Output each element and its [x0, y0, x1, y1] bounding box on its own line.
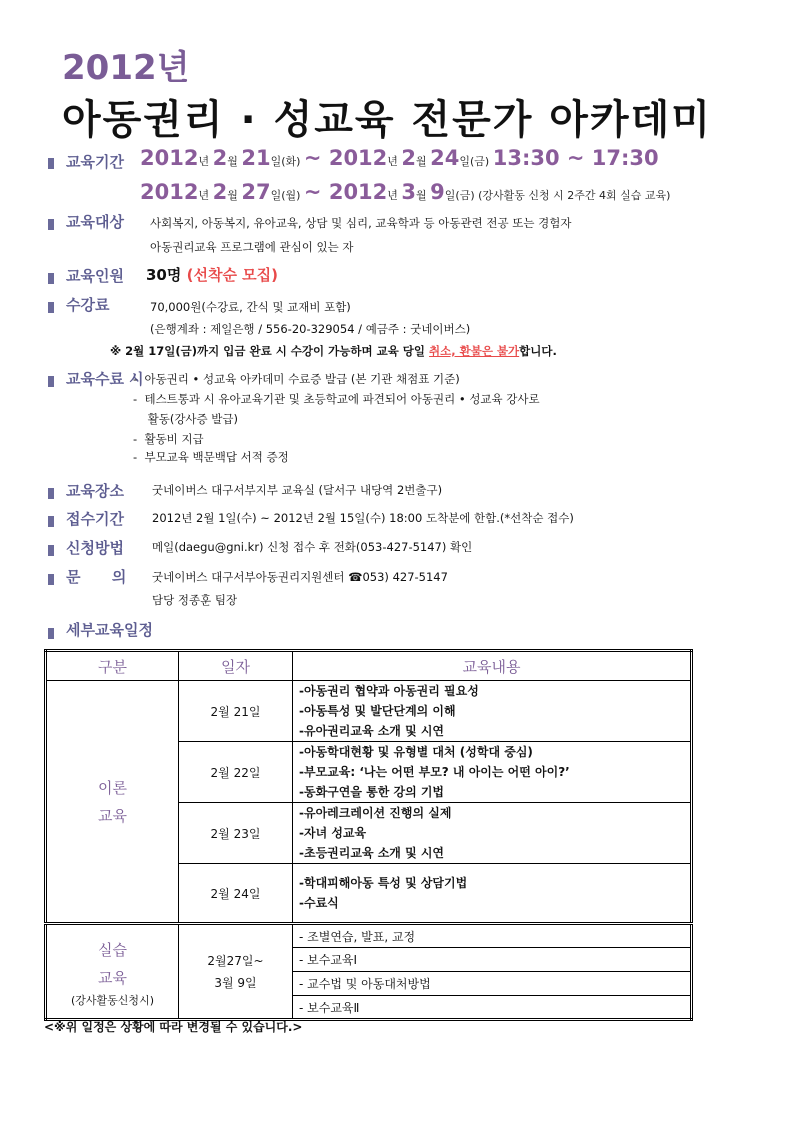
fee-notice: ※ 2월 17일(금)까지 입금 완료 시 수강이 가능하며 교육 당일 취소, 환불은 불가합니다.	[110, 344, 557, 358]
completion-item: - 아동권리 • 성교육 아카데미 수료증 발급 (본 기관 채점표 기준)	[133, 372, 460, 386]
inquiry-line-2: 담당 정종훈 팀장	[152, 593, 238, 607]
date-part: 21	[241, 146, 271, 170]
capacity-note: (선착순 모집)	[186, 266, 278, 284]
content-cell: - 보수교육Ⅰ	[293, 948, 692, 972]
date-part: 2	[212, 146, 228, 170]
schedule-table	[44, 649, 693, 1021]
period-line-2	[140, 180, 670, 204]
date-part: 년	[387, 155, 402, 168]
bullet-icon	[48, 516, 54, 527]
date-part: 13:30 ~ 17:30	[492, 146, 659, 170]
capacity-value: 30명	[146, 266, 182, 284]
completion-item: - 테스트통과 시 유아교육기관 및 초등학교에 파견되어 아동권리 • 성교육 강사로	[133, 392, 540, 406]
content-cell: -아동권리 협약과 아동권리 필요성 -아동특성 및 발단단계의 이해 -유아권리교육 소개 및 시연	[293, 681, 692, 742]
date-part: 년	[198, 155, 213, 168]
date-part: 2012	[328, 146, 388, 170]
completion-item: - 부모교육 백문백답 서적 증정	[133, 450, 289, 464]
content-cell: - 조별연습, 발표, 교정	[293, 924, 692, 948]
label-place: 교육장소	[66, 482, 124, 500]
label-period: 교육기간	[66, 153, 124, 171]
date-part: 3	[401, 180, 417, 204]
date-part: 월	[227, 189, 242, 202]
date-part: 일(금)	[459, 155, 493, 168]
completion-item: 활동(강사증 발급)	[133, 412, 239, 426]
bullet-icon	[48, 273, 54, 284]
date-part: 일(화)	[270, 155, 304, 168]
content-cell: - 교수법 및 아동대처방법	[293, 972, 692, 996]
date-cell: 2월 23일	[179, 803, 293, 864]
bullet-icon	[48, 302, 54, 313]
label-fee: 수강료	[66, 296, 110, 314]
practice-date: 2월27일~ 3월 9일	[179, 924, 293, 1020]
date-part: 24	[430, 146, 460, 170]
header-content: 교육내용	[293, 651, 692, 681]
table-row	[46, 681, 692, 742]
target-line-2: 아동권리교육 프로그램에 관심이 있는 자	[150, 240, 354, 254]
inquiry-line-1: 굿네이버스 대구서부아동권리지원센터 ☎053) 427-5147	[152, 570, 448, 584]
content-cell: -유아레크레이션 진행의 실제 -자녀 성교육 -초등권리교육 소개 및 시연	[293, 803, 692, 864]
date-part: 월	[416, 155, 431, 168]
label-completion: 교육수료 시	[66, 370, 144, 388]
label-inquiry: 문 의	[66, 568, 127, 586]
theory-group: 이론 교육	[46, 681, 179, 924]
date-part: 년	[198, 189, 213, 202]
bullet-icon	[48, 158, 54, 169]
completion-item: - 활동비 지급	[133, 432, 204, 446]
date-part: 월	[227, 155, 242, 168]
footer-note: <※위 일정은 상황에 따라 변경될 수 있습니다.>	[44, 1020, 303, 1034]
date-part: (강사활동 신청 시 2주간 4회 실습 교육)	[478, 189, 671, 202]
period-line-1	[140, 146, 659, 170]
label-schedule: 세부교육일정	[66, 621, 153, 639]
header-category: 구분	[46, 651, 179, 681]
bullet-icon	[48, 574, 54, 585]
label-target: 교육대상	[66, 213, 124, 231]
date-part: 2	[212, 180, 228, 204]
date-part: 9	[430, 180, 445, 204]
date-part: 년	[387, 189, 402, 202]
bullet-icon	[48, 219, 54, 230]
date-part: 2012	[140, 146, 199, 170]
date-part: 일(월)	[270, 189, 304, 202]
bullet-icon	[48, 488, 54, 499]
date-part: 2012	[328, 180, 388, 204]
place-value: 굿네이버스 대구서부지부 교육실 (달서구 내당역 2번출구)	[152, 483, 443, 497]
content-cell: - 보수교육Ⅱ	[293, 996, 692, 1020]
bullet-icon	[48, 376, 54, 387]
page-title: 아동권리 · 성교육 전문가 아카데미	[62, 97, 712, 143]
content-cell: -학대피해아동 특성 및 상담기법 -수료식	[293, 864, 692, 924]
bullet-icon	[48, 628, 54, 639]
refund-warning: 취소, 환불은 불가	[429, 344, 520, 358]
table-row	[46, 924, 692, 948]
apply-value: 메일(daegu@gni.kr) 신청 접수 후 전화(053-427-5147) 확인	[152, 540, 473, 554]
date-part: ~	[303, 146, 329, 170]
fee-line-2: (은행계좌 : 제일은행 / 556-20-329054 / 예금주 : 굿네이버스)	[150, 322, 471, 336]
fee-line-1: 70,000원(수강료, 간식 및 교재비 포함)	[150, 300, 351, 314]
date-cell: 2월 24일	[179, 864, 293, 924]
date-cell: 2월 22일	[179, 742, 293, 803]
reception-value: 2012년 2월 1일(수) ~ 2012년 2월 15일(수) 18:00 도착분에 한함.(*선착순 접수)	[152, 511, 574, 525]
year-heading: 2012년	[62, 48, 190, 88]
content-cell: -아동학대현황 및 유형별 대처 (성학대 중심) -부모교육: ‘나는 어떤 부모? 내 아이는 어떤 아이?’ -동화구연을 통한 강의 기법	[293, 742, 692, 803]
date-part: 2012	[140, 180, 199, 204]
date-cell: 2월 21일	[179, 681, 293, 742]
date-part: 월	[416, 189, 431, 202]
label-apply: 신청방법	[66, 539, 124, 557]
bullet-icon	[48, 545, 54, 556]
date-part: 27	[241, 180, 271, 204]
target-line-1: 사회복지, 아동복지, 유아교육, 상담 및 심리, 교육학과 등 아동관련 전공 또는 경험자	[150, 216, 572, 230]
date-part: 2	[401, 146, 417, 170]
label-reception: 접수기간	[66, 510, 124, 528]
header-date: 일자	[179, 651, 293, 681]
practice-group: 실습 교육 (강사활동신청시)	[46, 924, 179, 1020]
date-part: 일(금)	[444, 189, 479, 202]
date-part: ~	[303, 180, 329, 204]
label-capacity: 교육인원	[66, 267, 124, 285]
